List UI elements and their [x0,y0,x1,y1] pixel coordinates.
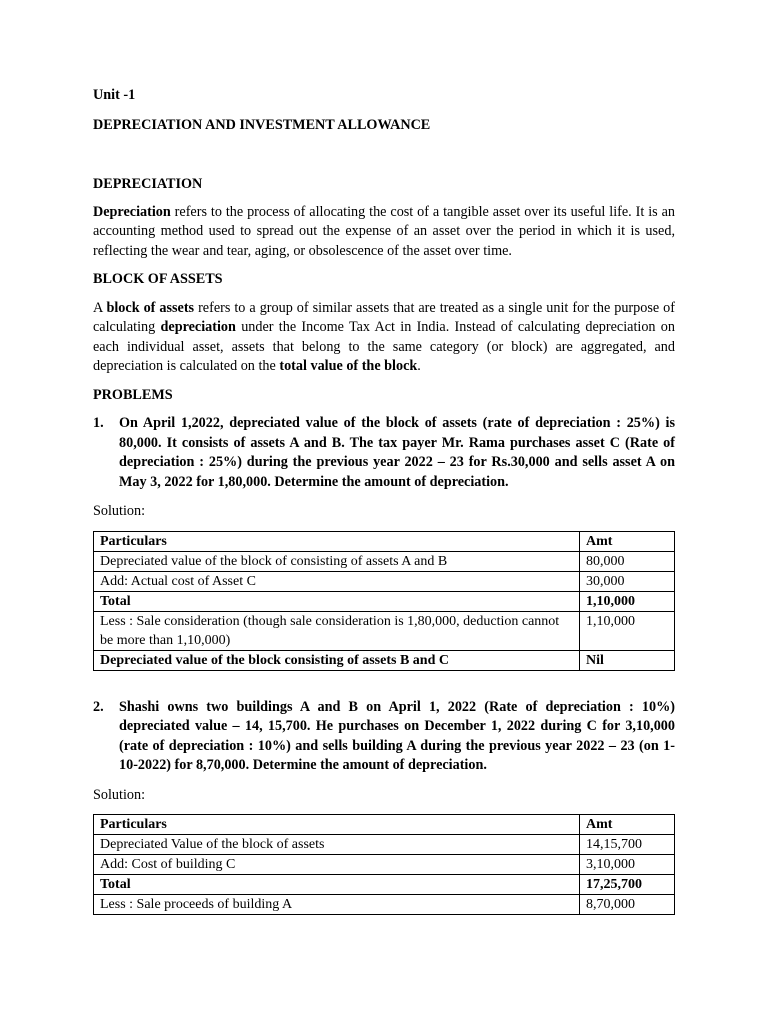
problem-1-table [93,531,675,671]
problem-2-solution-label: Solution: [93,786,146,803]
problem-1-solution-label: Solution: [93,503,146,519]
depreciation-paragraph [93,203,675,262]
table-total-row [94,591,675,611]
document-title: DEPRECIATION AND INVESTMENT ALLOWANCE [93,116,431,133]
table-row [94,855,675,875]
amount-cell: 80,000 [580,551,675,571]
problems-heading: PROBLEMS [93,386,173,403]
particulars-cell: Less : Sale consideration (though sale consideration is 1,80,000, deduction cannot be more than 1,10,000) [94,611,580,650]
block-depreciation-term: depreciation [160,319,236,335]
block-term: block of assets [106,299,195,316]
unit-label: Unit -1 [93,87,136,103]
block-total-term: total value of the block [279,358,418,374]
table-row [94,611,675,650]
amount-cell: 14,15,700 [580,835,675,855]
depreciation-heading: DEPRECIATION [93,176,203,192]
block-of-assets-heading: BLOCK OF ASSETS [93,271,223,287]
header-amt: Amt [580,531,675,551]
amount-cell: 1,10,000 [580,591,675,611]
table-header-row [94,531,675,551]
block-paragraph [93,299,675,377]
amount-cell: 8,70,000 [580,895,675,915]
amount-cell: 3,10,000 [580,855,675,875]
problem-1 [93,414,675,492]
particulars-cell: Depreciated value of the block of consisting of assets A and B [94,551,580,571]
problem-2 [93,698,675,776]
table-row [94,895,675,915]
particulars-cell: Add: Actual cost of Asset C [94,571,580,591]
table-row [94,551,675,571]
particulars-cell: Depreciated value of the block consisting of assets B and C [94,650,580,670]
depreciation-term: Depreciation [93,203,171,220]
particulars-cell: Total [94,875,580,895]
block-text-c: under the Income Tax Act in India. Instead of calculating depreciation on each individual asset, assets that belong to the same category (or block) are aggregated, and depreciation is calculated on the [93,319,675,374]
table-total-row [94,875,675,895]
particulars-cell: Total [94,591,580,611]
problem-1-number: 1. [93,415,104,431]
depreciation-text: refers to the process of allocating the cost of a tangible asset over its useful life. It is an accounting method used to spread out the expense of an asset over the period in which it is used, reflecting the wear and tear, aging, or obsolescence of the asset over time. [93,203,675,259]
header-particulars: Particulars [94,531,580,551]
amount-cell: Nil [580,650,675,670]
amount-cell: 17,25,700 [580,875,675,895]
problem-2-table [93,814,675,915]
block-text-a: A [93,299,107,316]
particulars-cell: Add: Cost of building C [94,855,580,875]
problem-2-number: 2. [93,698,104,715]
block-text-b: refers to a group of similar assets that are treated as a single unit for the purpose of calculating [93,299,675,335]
document-page [93,86,675,915]
block-text-d: . [417,358,421,374]
table-row [94,835,675,855]
particulars-cell: Less : Sale proceeds of building A [94,895,580,915]
problem-2-text: Shashi owns two buildings A and B on April 1, 2022 (Rate of depreciation : 10%) depreciated value – 14, 15,700. He purchases on December 1, 2022 during C for 3,10,000 (rate of depreciation : 10%) and sells building A during the previous year 2022 – 23 (on 1-10-2022) for 8,70,000. Determine the amount of depreciation. [119,698,675,773]
table-row [94,571,675,591]
problem-1-text: On April 1,2022, depreciated value of the block of assets (rate of depreciation : 25%) is 80,000. It consists of assets A and B. The tax payer Mr. Rama purchases asset C (Rate of depreciation : 25%) during the previous year 2022 – 23 for Rs.30,000 and sells asset A on May 3, 2022 for 1,80,000. Determine the amount of depreciation. [119,415,675,490]
header-amt: Amt [580,815,675,835]
table-header-row [94,815,675,835]
amount-cell: 30,000 [580,571,675,591]
amount-cell: 1,10,000 [580,611,675,650]
table-result-row [94,650,675,670]
header-particulars: Particulars [94,815,580,835]
particulars-cell: Depreciated Value of the block of assets [94,835,580,855]
